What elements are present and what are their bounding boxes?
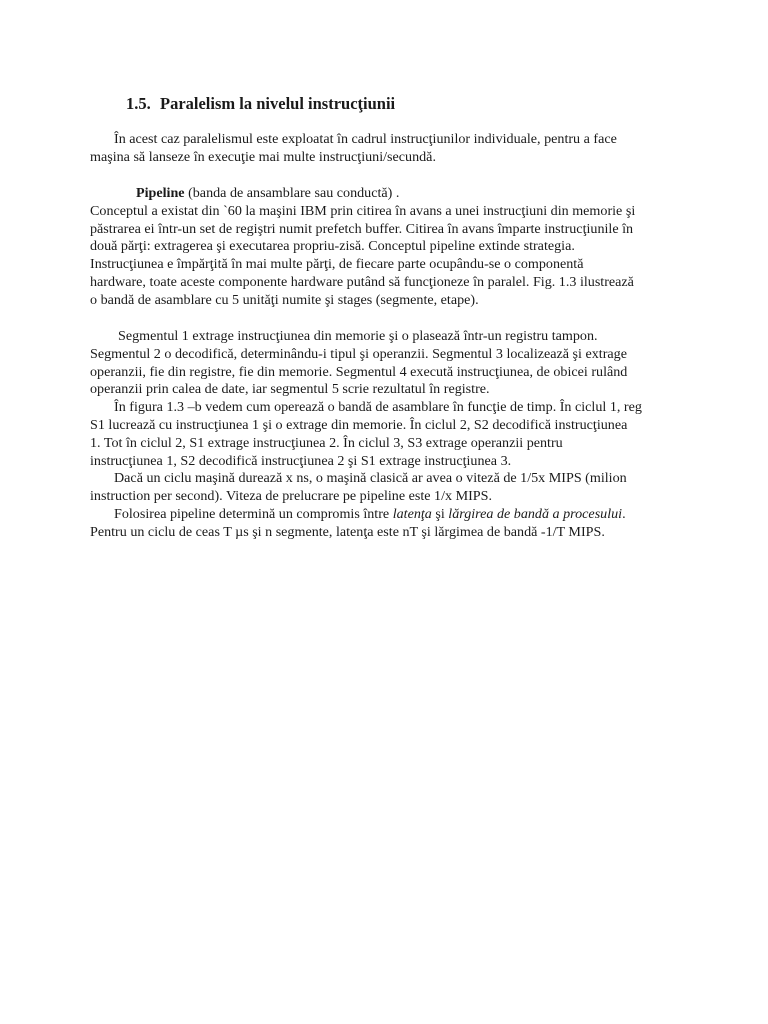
pipeline-term: Pipeline	[136, 185, 185, 201]
text-line: Segmentul 1 extrage instrucţiunea din memorie şi o plasează într-un registru tampon.	[118, 328, 598, 344]
segments-section	[90, 328, 690, 542]
bandwidth-term: lărgirea de bandă a procesului	[448, 505, 623, 522]
text-line: 1. Tot în ciclul 2, S1 extrage instrucţiunea 2. În ciclul 3, S3 extrage operanzii pentru	[90, 434, 563, 451]
text-line: operanzii prin calea de date, iar segmentul 5 scrie rezultatul în registre.	[90, 381, 490, 398]
text-line: Segmentul 2 o decodifică, determinându-i tipul şi operanzii. Segmentul 3 localizează şi extrage	[90, 345, 627, 362]
pipeline-term-rest: (banda de ansamblare sau conductă) .	[184, 185, 400, 201]
text-line: În acest caz paralelismul este exploatat în cadrul instrucţiunilor individuale, pentru a face	[114, 131, 617, 147]
text-fragment: şi	[431, 505, 449, 522]
text-line: maşina să lanseze în execuţie mai multe instrucţiuni/secundă.	[90, 148, 436, 165]
section-number: 1.5.	[126, 94, 151, 113]
section-heading	[126, 94, 395, 114]
text-line: două părţi: extragerea şi executarea propriu-zisă. Conceptul pipeline extinde strategia.	[90, 238, 575, 255]
text-line: Conceptul a existat din `60 la maşini IBM prin citirea în avans a unei instrucţiuni din memorie şi	[90, 202, 636, 219]
text-line: o bandă de asamblare cu 5 unităţi numite şi stages (segmente, etape).	[90, 291, 479, 308]
text-line: Instrucţiunea e împărţită în mai multe părţi, de fiecare parte ocupându-se o componentă	[90, 256, 584, 273]
text-line: instrucţiunea 1, S2 decodifică instrucţiunea 2 şi S1 extrage instrucţiunea 3.	[90, 452, 512, 469]
text-line: S1 lucrează cu instrucţiunea 1 şi o extrage din memorie. În ciclul 2, S2 decodifică instrucţiunea	[90, 416, 628, 433]
latency-term: latenţa	[392, 505, 432, 522]
text-line: În figura 1.3 –b vedem cum operează o bandă de asamblare în funcţie de timp. În ciclul 1, reg	[114, 399, 642, 416]
compromise-line	[90, 506, 690, 524]
text-fragment: Folosirea pipeline determină un compromis între	[114, 505, 393, 522]
pipeline-paragraph	[90, 185, 690, 310]
text-line: hardware, toate aceste componente hardware putând să funcţioneze în paralel. Fig. 1.3 ilustrează	[90, 273, 634, 290]
pipeline-heading-line	[90, 185, 690, 203]
text-line: Pentru un ciclu de ceas T µs şi n segmente, latenţa este nT şi lărgimea de bandă -1/T MIPS.	[90, 523, 605, 540]
text-fragment: .	[622, 505, 626, 522]
intro-paragraph	[90, 131, 690, 167]
text-line: instruction per second). Viteza de prelucrare pe pipeline este 1/x MIPS.	[90, 488, 493, 505]
section-title: Paralelism la nivelul instrucţiunii	[160, 94, 396, 113]
text-line: Dacă un ciclu maşină durează x ns, o maşină clasică ar avea o viteză de 1/5x MIPS (milion	[114, 470, 627, 487]
text-line: operanzii, fie din registre, fie din memorie. Segmentul 4 execută instrucţiunea, de obicei rulând	[90, 363, 628, 380]
text-line: păstrarea ei într-un set de regiştri numit prefetch buffer. Citirea în avans împarte instrucţiunile în	[90, 220, 634, 237]
